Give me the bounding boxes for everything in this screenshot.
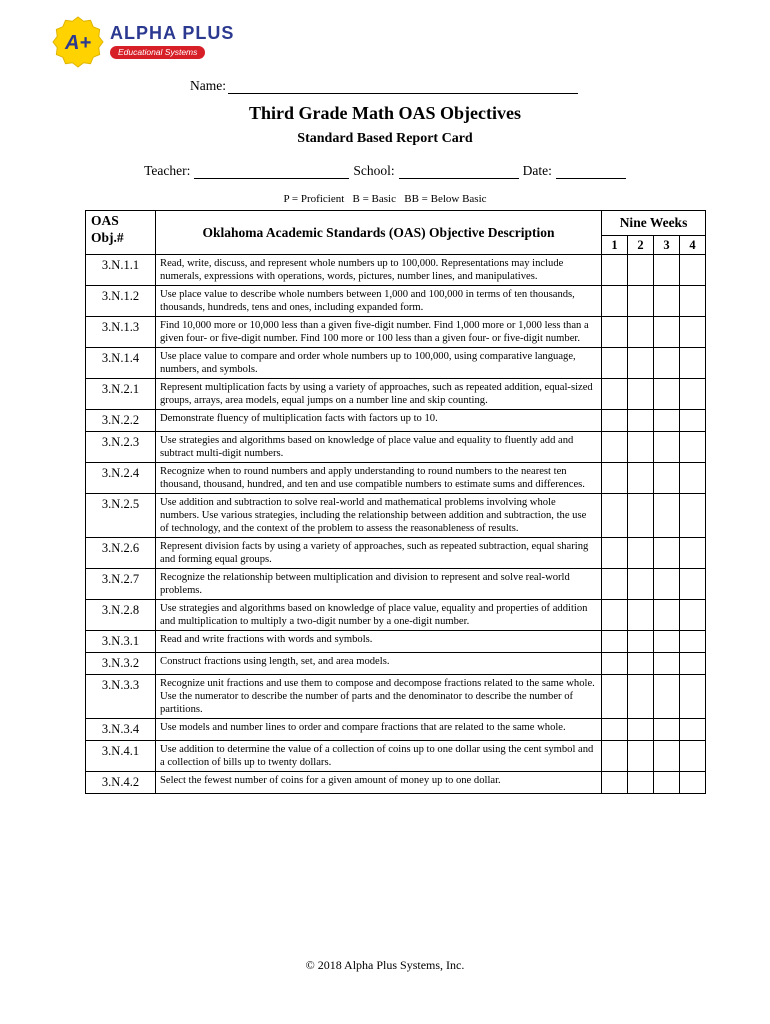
objective-description: Find 10,000 more or 10,000 less than a given five-digit number. Find 1,000 more or 1,000 less than a given four- or five-digit number. Find 100 more or 100 less than a given four- or five-digit number. — [156, 317, 602, 348]
week-number-1: 1 — [602, 236, 628, 255]
objective-code: 3.N.1.2 — [86, 286, 156, 317]
grade-cell-week-3[interactable] — [654, 255, 680, 286]
col-header-oas-obj: OAS Obj.# — [86, 211, 156, 255]
grade-cell-week-2[interactable] — [628, 538, 654, 569]
grade-cell-week-1[interactable] — [602, 348, 628, 379]
grade-cell-week-4[interactable] — [680, 569, 706, 600]
table-header-row-1 — [86, 211, 706, 236]
objective-code: 3.N.2.5 — [86, 494, 156, 538]
objective-description: Select the fewest number of coins for a given amount of money up to one dollar. — [156, 772, 602, 794]
col-header-description: Oklahoma Academic Standards (OAS) Objective Description — [156, 211, 602, 255]
grade-cell-week-1[interactable] — [602, 317, 628, 348]
objective-description: Demonstrate fluency of multiplication facts with factors up to 10. — [156, 410, 602, 432]
teacher-school-date-line — [0, 163, 770, 179]
grade-cell-week-2[interactable] — [628, 772, 654, 794]
grade-cell-week-1[interactable] — [602, 772, 628, 794]
teacher-blank-field[interactable] — [194, 165, 349, 179]
objective-row — [86, 772, 706, 794]
objective-description: Represent multiplication facts by using a variety of approaches, such as repeated addition, equal-sized groups, arrays, area models, equal jumps on a number line and skip counting. — [156, 379, 602, 410]
objective-row — [86, 432, 706, 463]
objective-description: Use addition and subtraction to solve real-world and mathematical problems involving whole numbers. Use various strategies, including the relationship between addition and subtraction, the use of technology, and the context of the problem to assess the reasonableness of results. — [156, 494, 602, 538]
objective-code: 3.N.2.3 — [86, 432, 156, 463]
grade-cell-week-4[interactable] — [680, 348, 706, 379]
grade-cell-week-1[interactable] — [602, 653, 628, 675]
objective-description: Recognize the relationship between multiplication and division to represent and solve real-world problems. — [156, 569, 602, 600]
objective-description: Use strategies and algorithms based on knowledge of place value and equality to fluently add and subtract multi-digit numbers. — [156, 432, 602, 463]
objective-row — [86, 653, 706, 675]
objective-code: 3.N.1.1 — [86, 255, 156, 286]
grade-cell-week-4[interactable] — [680, 772, 706, 794]
svg-text:A+: A+ — [64, 32, 92, 54]
objective-row — [86, 675, 706, 719]
week-number-2: 2 — [628, 236, 654, 255]
grade-cell-week-1[interactable] — [602, 538, 628, 569]
grade-cell-week-4[interactable] — [680, 600, 706, 631]
grade-cell-week-3[interactable] — [654, 631, 680, 653]
objective-code: 3.N.3.1 — [86, 631, 156, 653]
school-blank-field[interactable] — [399, 165, 519, 179]
grade-cell-week-2[interactable] — [628, 741, 654, 772]
objective-description: Use addition to determine the value of a collection of coins up to one dollar using the cent symbol and a collection of bills up to twenty dollars. — [156, 741, 602, 772]
grade-cell-week-4[interactable] — [680, 379, 706, 410]
name-blank-field[interactable] — [228, 80, 578, 94]
grade-cell-week-2[interactable] — [628, 463, 654, 494]
objective-description: Recognize unit fractions and use them to compose and decompose fractions related to the same whole. Use the numerator to describe the number of parts and the denominator to describe the number of partitions. — [156, 675, 602, 719]
grade-cell-week-4[interactable] — [680, 432, 706, 463]
grade-cell-week-2[interactable] — [628, 600, 654, 631]
objective-description: Use strategies and algorithms based on knowledge of place value, equality and properties of addition and multiplication to multiply a two-digit number by a one-digit number. — [156, 600, 602, 631]
objective-row — [86, 741, 706, 772]
grade-cell-week-1[interactable] — [602, 741, 628, 772]
date-blank-field[interactable] — [556, 165, 626, 179]
objective-code: 3.N.2.4 — [86, 463, 156, 494]
alpha-plus-badge-icon — [52, 16, 104, 68]
grade-cell-week-3[interactable] — [654, 348, 680, 379]
objective-row — [86, 600, 706, 631]
grade-cell-week-3[interactable] — [654, 772, 680, 794]
grade-cell-week-4[interactable] — [680, 538, 706, 569]
objective-row — [86, 379, 706, 410]
grade-cell-week-1[interactable] — [602, 410, 628, 432]
grade-cell-week-3[interactable] — [654, 653, 680, 675]
grade-cell-week-4[interactable] — [680, 631, 706, 653]
grade-cell-week-4[interactable] — [680, 463, 706, 494]
brand-tagline: Educational Systems — [110, 46, 205, 59]
objective-row — [86, 410, 706, 432]
grade-cell-week-4[interactable] — [680, 653, 706, 675]
objective-description: Represent division facts by using a variety of approaches, such as repeated subtraction, equal sharing and forming equal groups. — [156, 538, 602, 569]
grade-cell-week-3[interactable] — [654, 463, 680, 494]
name-line — [190, 78, 578, 94]
grade-cell-week-3[interactable] — [654, 379, 680, 410]
grade-cell-week-2[interactable] — [628, 255, 654, 286]
grade-cell-week-2[interactable] — [628, 379, 654, 410]
objective-code: 3.N.2.6 — [86, 538, 156, 569]
grade-cell-week-1[interactable] — [602, 569, 628, 600]
grade-cell-week-3[interactable] — [654, 432, 680, 463]
name-label: Name: — [190, 78, 226, 93]
grade-cell-week-1[interactable] — [602, 379, 628, 410]
objective-code: 3.N.2.8 — [86, 600, 156, 631]
grade-cell-week-2[interactable] — [628, 631, 654, 653]
grade-cell-week-2[interactable] — [628, 569, 654, 600]
grade-cell-week-3[interactable] — [654, 538, 680, 569]
objective-code: 3.N.4.1 — [86, 741, 156, 772]
grade-cell-week-1[interactable] — [602, 631, 628, 653]
objective-code: 3.N.2.2 — [86, 410, 156, 432]
objective-description: Read, write, discuss, and represent whole numbers up to 100,000. Representations may include numerals, expressions with operations, words, pictures, number lines, and manipulatives. — [156, 255, 602, 286]
objective-row — [86, 494, 706, 538]
copyright-footer: © 2018 Alpha Plus Systems, Inc. — [305, 958, 465, 972]
objective-code: 3.N.2.1 — [86, 379, 156, 410]
objective-code: 3.N.3.4 — [86, 719, 156, 741]
grade-cell-week-4[interactable] — [680, 255, 706, 286]
objective-code: 3.N.1.4 — [86, 348, 156, 379]
grade-cell-week-4[interactable] — [680, 494, 706, 538]
grade-cell-week-3[interactable] — [654, 286, 680, 317]
page-title: Third Grade Math OAS Objectives — [249, 103, 521, 123]
grade-cell-week-2[interactable] — [628, 286, 654, 317]
grade-cell-week-1[interactable] — [602, 463, 628, 494]
grade-cell-week-2[interactable] — [628, 675, 654, 719]
grade-cell-week-3[interactable] — [654, 675, 680, 719]
grade-cell-week-3[interactable] — [654, 600, 680, 631]
objective-code: 3.N.3.2 — [86, 653, 156, 675]
teacher-label: Teacher: — [144, 163, 191, 178]
grade-cell-week-3[interactable] — [654, 569, 680, 600]
grade-cell-week-2[interactable] — [628, 410, 654, 432]
objective-code: 3.N.2.7 — [86, 569, 156, 600]
objective-description: Recognize when to round numbers and apply understanding to round numbers to the nearest ten thousand, thousand, hundred, and ten and use compatible numbers to estimate sums and differences. — [156, 463, 602, 494]
objective-description: Use place value to compare and order whole numbers up to 100,000, using comparative language, numbers, and symbols. — [156, 348, 602, 379]
grade-cell-week-4[interactable] — [680, 675, 706, 719]
grade-cell-week-1[interactable] — [602, 600, 628, 631]
objective-description: Use models and number lines to order and compare fractions that are related to the same whole. — [156, 719, 602, 741]
week-number-3: 3 — [654, 236, 680, 255]
objective-description: Use place value to describe whole numbers between 1,000 and 100,000 in terms of ten thousands, thousands, hundreds, tens and ones, including expanded form. — [156, 286, 602, 317]
objective-row — [86, 348, 706, 379]
objective-description: Read and write fractions with words and symbols. — [156, 631, 602, 653]
grade-cell-week-1[interactable] — [602, 432, 628, 463]
grade-cell-week-2[interactable] — [628, 653, 654, 675]
grade-cell-week-2[interactable] — [628, 348, 654, 379]
objective-row — [86, 255, 706, 286]
objective-code: 3.N.1.3 — [86, 317, 156, 348]
grade-cell-week-1[interactable] — [602, 255, 628, 286]
grade-cell-week-3[interactable] — [654, 410, 680, 432]
grade-cell-week-2[interactable] — [628, 494, 654, 538]
grade-cell-week-3[interactable] — [654, 494, 680, 538]
objective-row — [86, 538, 706, 569]
grade-cell-week-4[interactable] — [680, 719, 706, 741]
grade-cell-week-3[interactable] — [654, 719, 680, 741]
grade-cell-week-4[interactable] — [680, 410, 706, 432]
grade-cell-week-4[interactable] — [680, 741, 706, 772]
grade-cell-week-1[interactable] — [602, 719, 628, 741]
objective-row — [86, 719, 706, 741]
alpha-plus-logo — [52, 16, 234, 68]
grade-cell-week-1[interactable] — [602, 675, 628, 719]
grade-cell-week-2[interactable] — [628, 432, 654, 463]
grade-cell-week-4[interactable] — [680, 317, 706, 348]
page-subtitle: Standard Based Report Card — [297, 131, 473, 146]
objective-row — [86, 463, 706, 494]
col-header-nine-weeks: Nine Weeks — [602, 211, 706, 236]
objective-description: Construct fractions using length, set, and area models. — [156, 653, 602, 675]
objective-row — [86, 631, 706, 653]
grading-legend: P = Proficient B = Basic BB = Below Basic — [283, 193, 487, 205]
grade-cell-week-4[interactable] — [680, 286, 706, 317]
objective-code: 3.N.4.2 — [86, 772, 156, 794]
objectives-table — [85, 210, 706, 794]
grade-cell-week-3[interactable] — [654, 741, 680, 772]
grade-cell-week-2[interactable] — [628, 317, 654, 348]
grade-cell-week-1[interactable] — [602, 494, 628, 538]
week-number-4: 4 — [680, 236, 706, 255]
grade-cell-week-2[interactable] — [628, 719, 654, 741]
objective-code: 3.N.3.3 — [86, 675, 156, 719]
objective-row — [86, 286, 706, 317]
objective-row — [86, 569, 706, 600]
grade-cell-week-3[interactable] — [654, 317, 680, 348]
school-label: School: — [353, 163, 395, 178]
grade-cell-week-1[interactable] — [602, 286, 628, 317]
objectives-table-body — [86, 255, 706, 794]
objective-row — [86, 317, 706, 348]
date-label: Date: — [522, 163, 552, 178]
brand-name: ALPHA PLUS — [110, 23, 235, 43]
